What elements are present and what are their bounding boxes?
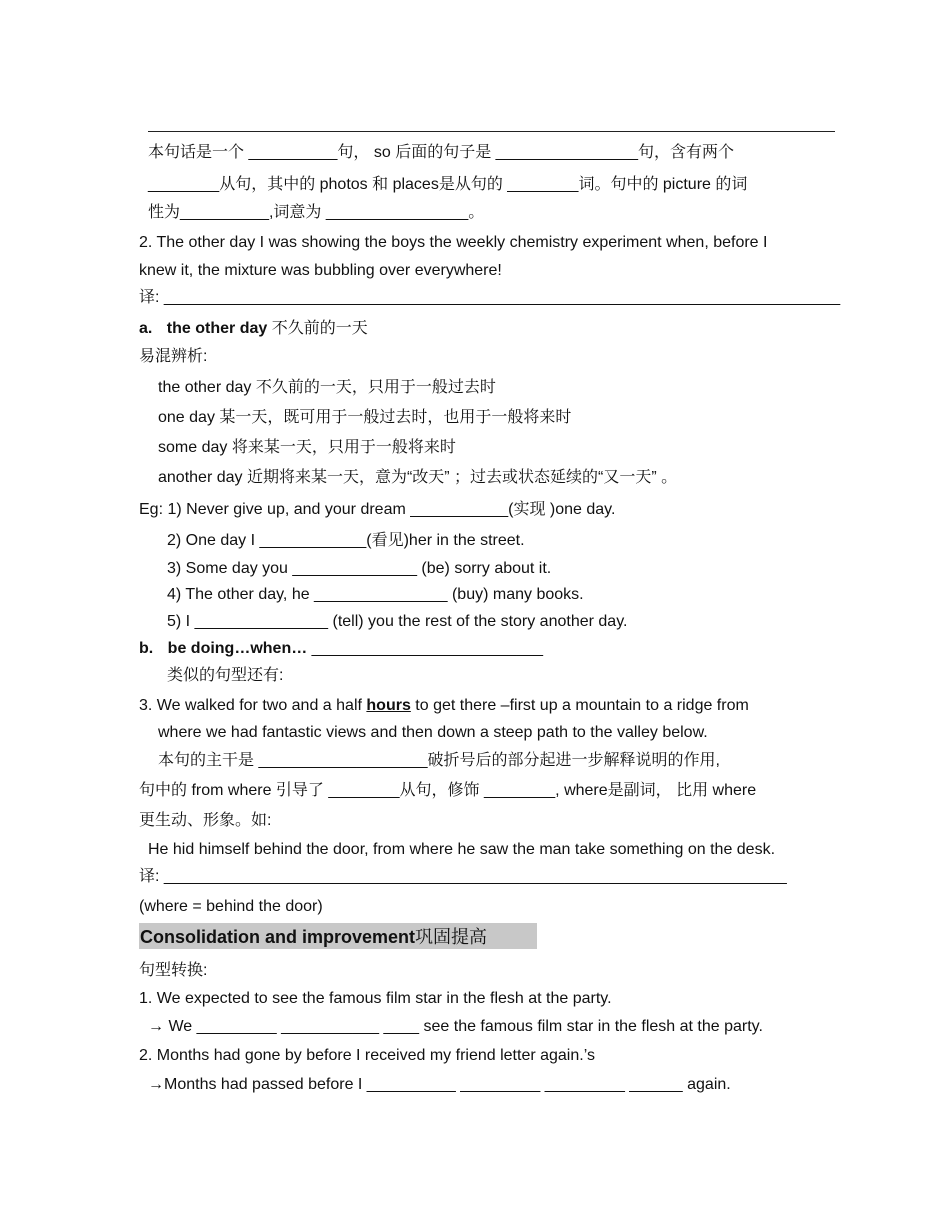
exercise-line: → We _________ ___________ ____ see the famous film star in the flesh at the party.: [148, 1018, 763, 1035]
point-meaning: 不久前的一天: [267, 320, 368, 337]
text-line: 类似的句型还有:: [167, 667, 284, 684]
exercise-line: 2. Months had gone by before I received my friend letter again.’s: [139, 1047, 595, 1064]
example-sentence: He hid himself behind the door, from where he saw the man take something on the desk.: [148, 841, 776, 858]
point-a-heading: [139, 319, 368, 339]
point-phrase: the other day: [166, 320, 268, 337]
question-3: [139, 696, 749, 716]
answer-blank: __________________________: [307, 640, 544, 657]
text-line: where we had fantastic views and then down a steep path to the valley below.: [158, 724, 708, 741]
exercise-line: 1. We expected to see the famous film star in the flesh at the party.: [139, 990, 612, 1007]
exercise-line: 4) The other day, he _______________ (buy) many books.: [167, 586, 584, 603]
question-2: 2. The other day I was showing the boys the weekly chemistry experiment when, before I: [139, 234, 768, 251]
section-title-cn: 巩固提高: [415, 927, 488, 947]
exercise-line: 3) Some day you ______________ (be) sorry about it.: [167, 560, 552, 577]
text-line: 易混辨析:: [139, 348, 208, 365]
translation-line: 译: ______________________________________________________________________: [139, 868, 787, 885]
text-line: 本句话是一个 __________句， so 后面的句子是 ________________句，含有两个: [148, 144, 735, 161]
point-label: b.: [139, 640, 154, 657]
text-span: to get there –first up a mountain to a ridge from: [410, 697, 749, 714]
text-line: another day 近期将来某一天，意为“改天” ；过去或状态延续的“又一天” 。: [158, 469, 678, 486]
translation-line: 译: ____________________________________________________________________________: [139, 289, 841, 306]
point-b-heading: [139, 639, 543, 659]
text-line: the other day 不久前的一天，只用于一般过去时: [158, 379, 496, 396]
text-line: 性为__________,词意为 ________________。: [148, 204, 485, 221]
text-line: 本句的主干是 ___________________破折号后的部分起进一步解释说明的作用,: [158, 752, 720, 769]
exercise-line: →Months had passed before I __________ _________ _________ ______ again.: [148, 1076, 731, 1093]
text-span: 3. We walked for two and a half: [139, 697, 367, 714]
text-line: 句型转换:: [139, 962, 208, 979]
exercise-line: Eg: 1) Never give up, and your dream ___________(实现 )one day.: [139, 501, 616, 518]
underlined-word: hours: [366, 697, 411, 714]
text-line: 句中的 from where 引导了 ________从句，修饰 ________, where是副词， 比用 where: [139, 782, 757, 799]
exercise-line: 5) I _______________ (tell) you the rest of the story another day.: [167, 613, 628, 630]
section-title: [140, 926, 487, 948]
text-line: knew it, the mixture was bubbling over everywhere!: [139, 262, 502, 279]
text-line: ________从句，其中的 photos 和 places是从句的 ________词。句中的 picture 的词: [148, 176, 748, 193]
answer-rule-top: [148, 131, 835, 132]
section-title-en: Consolidation and improvement: [140, 927, 416, 947]
text-line: (where = behind the door): [139, 898, 323, 915]
text-line: one day 某一天，既可用于一般过去时，也用于一般将来时: [158, 409, 572, 426]
point-phrase: be doing…when…: [167, 640, 308, 657]
text-line: 更生动、形象。如:: [139, 812, 272, 829]
exercise-line: 2) One day I ____________(看见)her in the street.: [167, 532, 525, 549]
point-label: a.: [139, 320, 153, 337]
text-line: some day 将来某一天，只用于一般将来时: [158, 439, 456, 456]
